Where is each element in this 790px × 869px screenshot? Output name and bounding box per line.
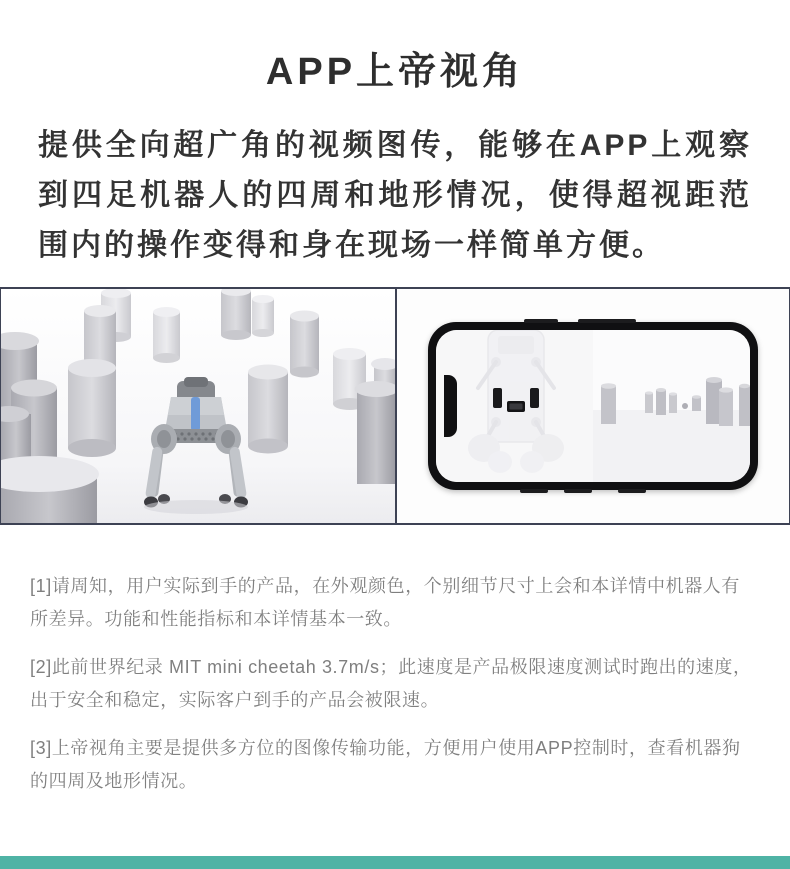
phone-screen bbox=[436, 330, 750, 482]
app-topview-feed bbox=[436, 330, 593, 482]
phone-notch bbox=[444, 375, 457, 437]
footnotes bbox=[30, 570, 758, 813]
section-intro-paragraph: 提供全向超广角的视频图传，能够在APP上观察到四足机器人的四周和地形情况，使得超视距范围内的操作变得和身在现场一样简单方便。 bbox=[38, 129, 752, 262]
phone-button-icon bbox=[564, 489, 592, 493]
app-terrain-feed bbox=[593, 330, 750, 482]
footnote-3: [3]上帝视角主要是提供多方位的图像传输功能，方便用户使用APP控制时，查看机器狗的四周及地形情况。 bbox=[30, 738, 741, 791]
phone-button-icon bbox=[524, 319, 558, 323]
smartphone bbox=[428, 322, 758, 490]
footnote-2: [2]此前世界纪录 MIT mini cheetah 3.7m/s；此速度是产品极限速度测试时跑出的速度，出于安全和稳定，实际客户到手的产品会被限速。 bbox=[30, 657, 752, 710]
phone-button-icon bbox=[578, 319, 636, 323]
robot-scene-illustration bbox=[1, 289, 396, 523]
phone-button-icon bbox=[520, 489, 548, 493]
section-title: APP上帝视角 bbox=[265, 51, 525, 93]
phone-app-image bbox=[397, 289, 790, 523]
figure-row bbox=[0, 287, 790, 525]
next-section-accent-bar bbox=[0, 856, 790, 869]
robot-scene-image bbox=[0, 289, 397, 523]
phone-button-icon bbox=[618, 489, 646, 493]
footnote-1: [1]请周知，用户实际到手的产品，在外观颜色，个别细节尺寸上会和本详情中机器人有所差异。功能和性能指标和本详情基本一致。 bbox=[30, 576, 741, 629]
